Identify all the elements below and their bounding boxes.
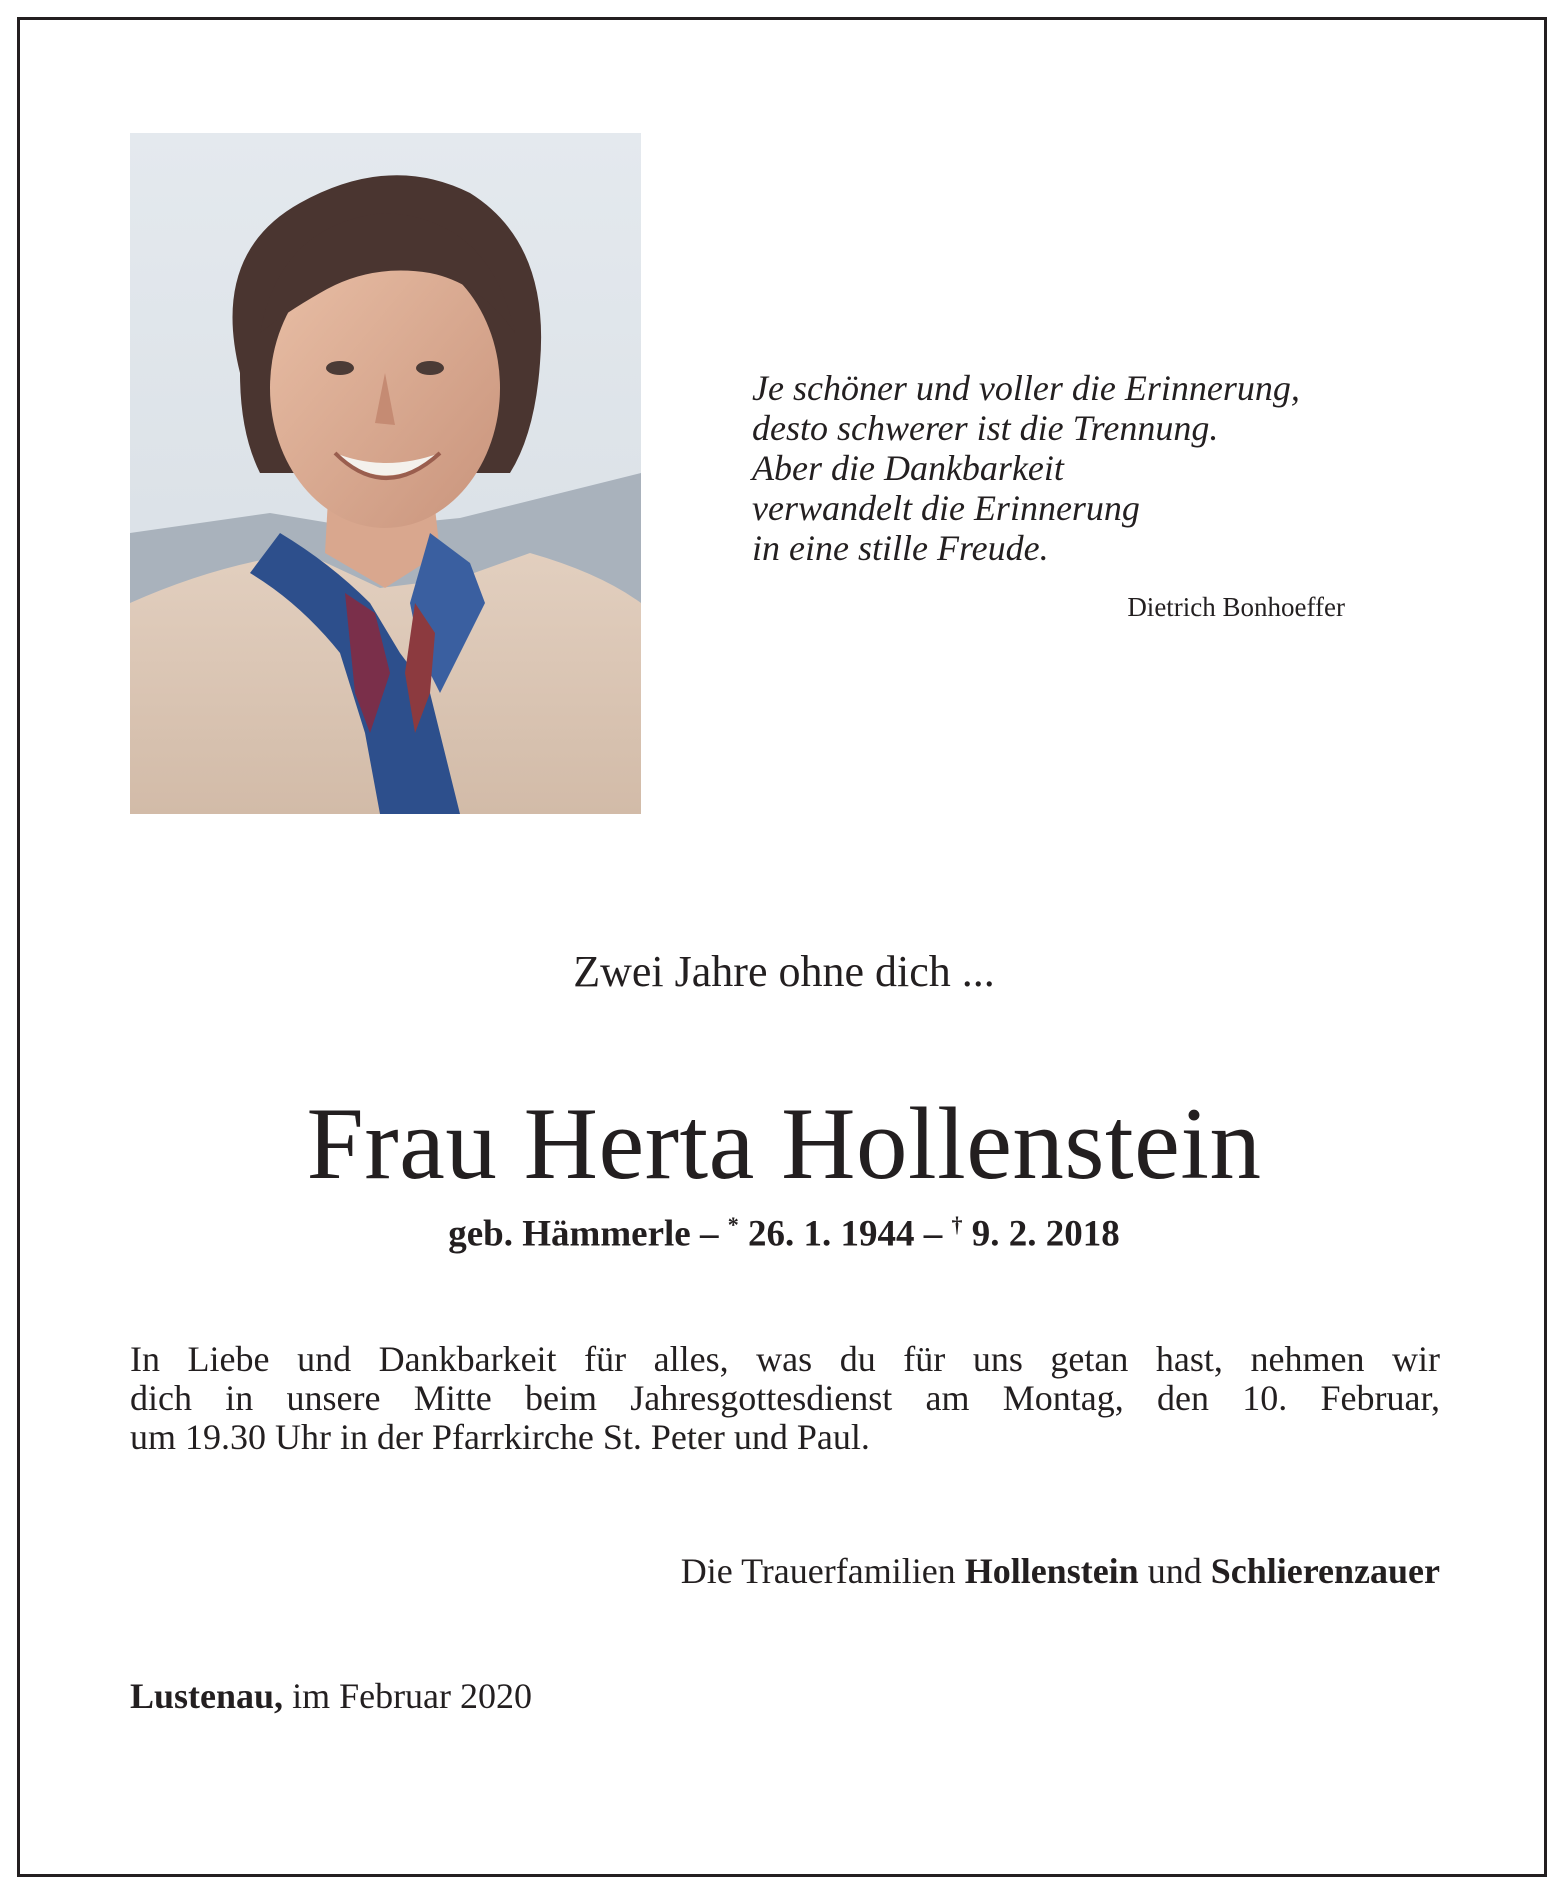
dash: – xyxy=(923,1213,943,1255)
body-text xyxy=(130,1340,1440,1457)
quote-line: desto schwerer ist die Trennung. xyxy=(752,408,1219,448)
intro-line: Zwei Jahre ohne dich ... xyxy=(573,947,995,996)
portrait-photo xyxy=(130,133,641,814)
body-line: um 19.30 Uhr in der Pfarrkirche St. Peter und Paul. xyxy=(130,1417,870,1457)
place-month: im Februar 2020 xyxy=(292,1676,533,1716)
quote-line: in eine stille Freude. xyxy=(752,528,1049,568)
place-city: Lustenau, xyxy=(130,1676,284,1716)
quote-line: verwandelt die Erinnerung xyxy=(752,488,1140,528)
deceased-name: Frau Herta Hollenstein xyxy=(306,1087,1262,1201)
signature-connector: und xyxy=(1147,1551,1202,1591)
quote-author: Dietrich Bonhoeffer xyxy=(1127,592,1345,622)
family-name: Schlierenzauer xyxy=(1210,1551,1440,1591)
signature-prefix: Die Trauerfamilien xyxy=(680,1551,956,1591)
birth-date: 26. 1. 1944 xyxy=(747,1213,915,1255)
birth-symbol: * xyxy=(727,1212,739,1237)
death-symbol: † xyxy=(951,1212,963,1237)
body-line: dich in unsere Mitte beim Jahresgottesdienst am Montag, den 10. Februar, xyxy=(130,1378,1440,1418)
life-dates xyxy=(0,1212,1568,1255)
death-date: 9. 2. 2018 xyxy=(971,1213,1120,1255)
dash: – xyxy=(699,1213,719,1255)
signature xyxy=(400,1550,1440,1592)
family-name: Hollenstein xyxy=(964,1551,1139,1591)
place-date xyxy=(130,1675,830,1717)
body-line: In Liebe und Dankbarkeit für alles, was du für uns getan hast, nehmen wir xyxy=(130,1339,1440,1379)
quote-line: Aber die Dankbarkeit xyxy=(752,448,1064,488)
quote xyxy=(752,368,1352,568)
birth-name: geb. Hämmerle xyxy=(448,1213,691,1255)
quote-line: Je schöner und voller die Erinnerung, xyxy=(752,368,1300,408)
